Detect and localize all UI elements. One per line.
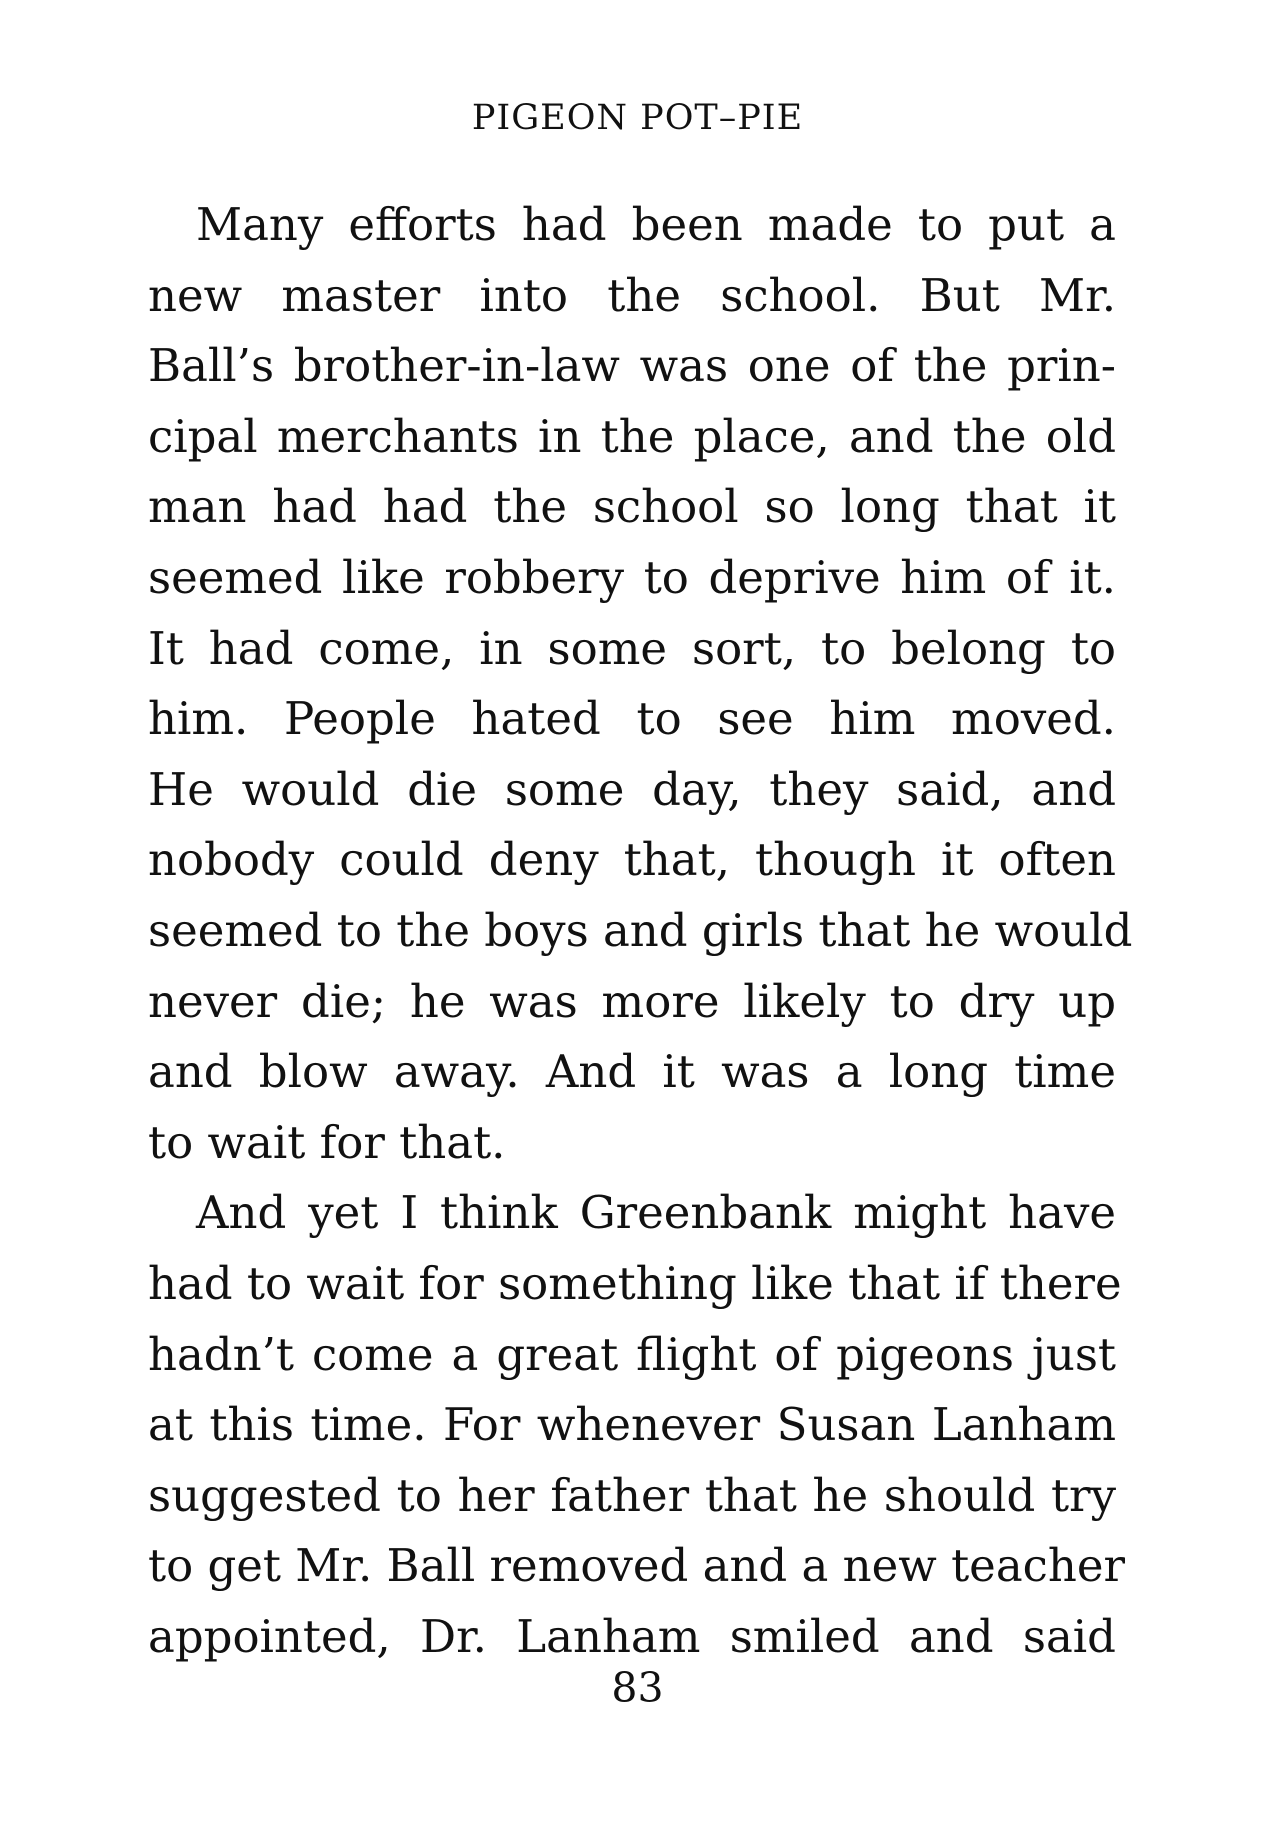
- text-line: to get Mr. Ball removed and a new teacher: [148, 1539, 1125, 1593]
- page-number: 83: [611, 1664, 664, 1712]
- text-line: It had come, in some sort, to belong to: [148, 621, 1116, 675]
- text-line: hadn’t come a great flight of pigeons just: [148, 1327, 1116, 1381]
- running-head: PIGEON POT–PIE: [471, 98, 804, 138]
- body-text: [148, 190, 1133, 1672]
- text-line: and blow away. And it was a long time: [148, 1045, 1116, 1099]
- text-line: new master into the school. But Mr.: [148, 268, 1116, 322]
- paragraph-1: [148, 190, 1133, 1178]
- text-line: appointed, Dr. Lanham smiled and said: [148, 1609, 1116, 1663]
- text-line: at this time. For whenever Susan Lanham: [148, 1398, 1116, 1452]
- text-line: seemed to the boys and girls that he would: [148, 903, 1133, 957]
- text-line: suggested to her father that he should try: [148, 1468, 1116, 1522]
- paragraph-2: [148, 1178, 1125, 1672]
- text-line: never die; he was more likely to dry up: [148, 974, 1116, 1028]
- text-line: cipal merchants in the place, and the old: [148, 409, 1116, 463]
- text-line: him. People hated to see him moved.: [148, 692, 1116, 746]
- text-line: nobody could deny that, though it often: [148, 833, 1116, 887]
- text-line: And yet I think Greenbank might have: [196, 1186, 1116, 1240]
- text-line: He would die some day, they said, and: [148, 762, 1116, 816]
- text-line: to wait for that.: [148, 1115, 506, 1169]
- text-line: Ball’s brother-in-law was one of the prin-: [148, 339, 1116, 393]
- text-line: man had had the school so long that it: [148, 480, 1116, 534]
- text-line: seemed like robbery to deprive him of it.: [148, 550, 1116, 604]
- text-line: Many efforts had been made to put a: [196, 198, 1116, 251]
- text-line: had to wait for something like that if there: [148, 1256, 1122, 1310]
